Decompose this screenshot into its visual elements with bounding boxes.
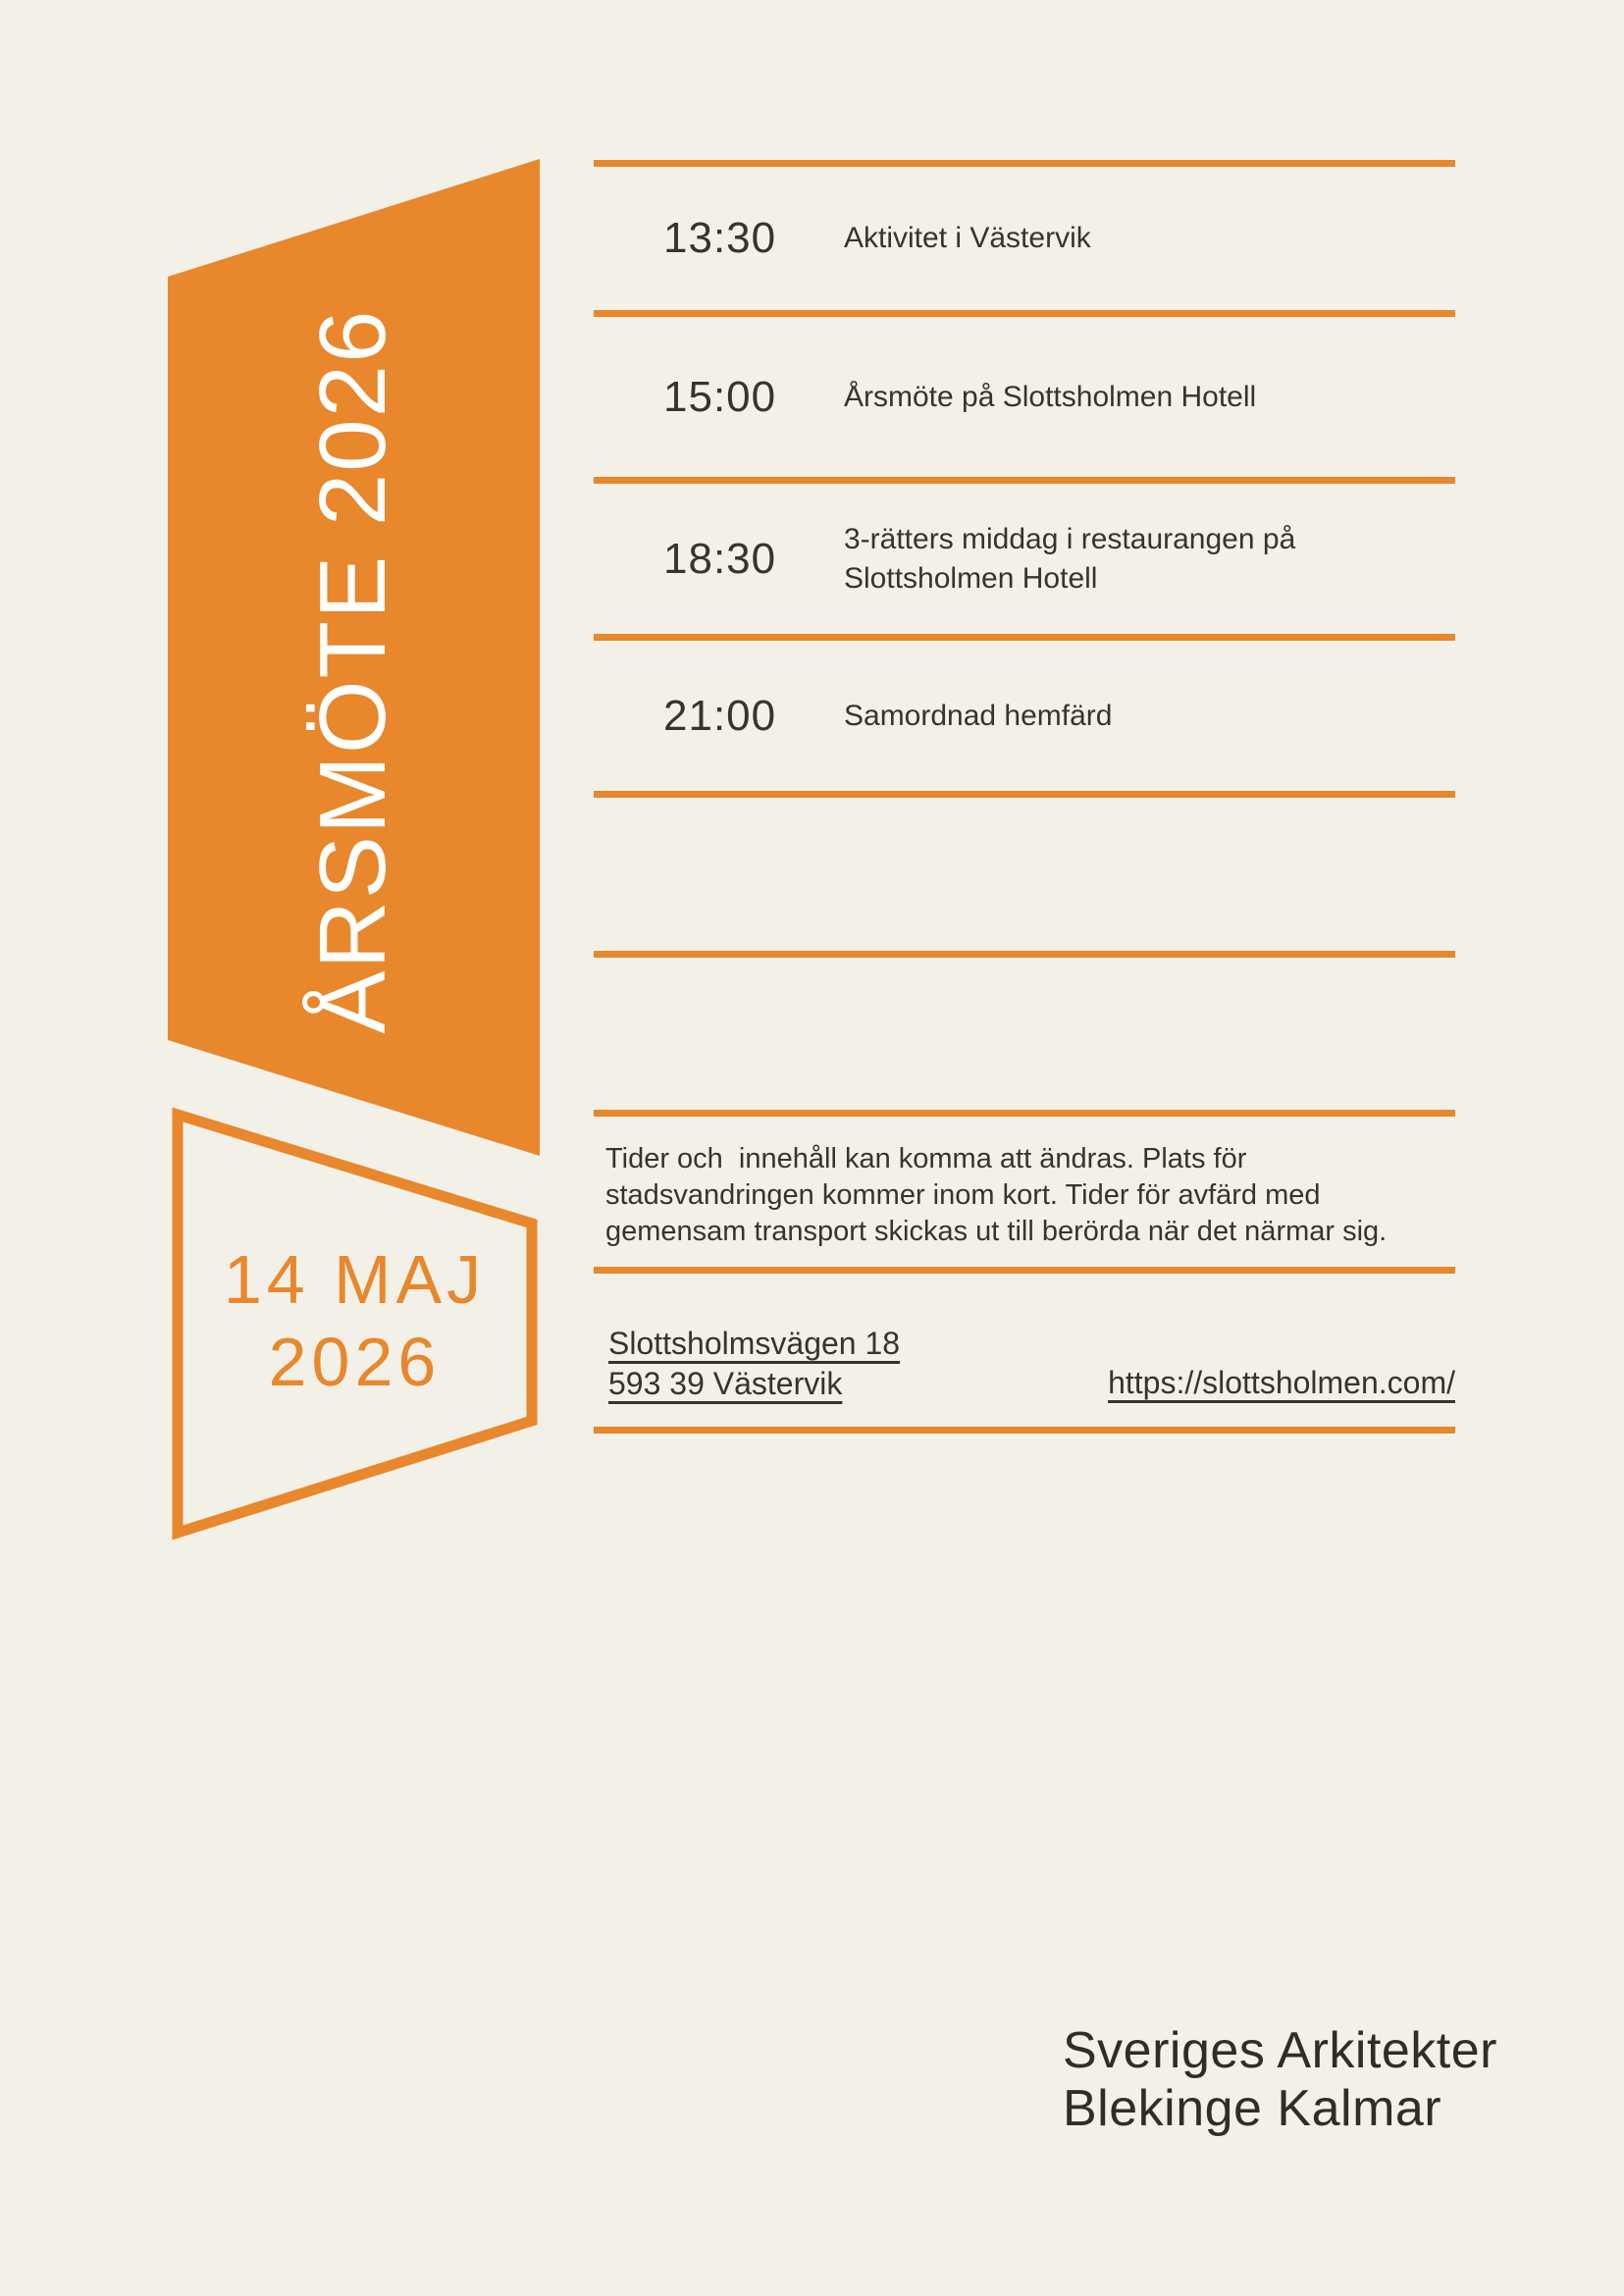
schedule-label: Aktivitet i Västervik <box>844 222 1091 254</box>
schedule-row <box>594 317 1455 477</box>
schedule-label: Samordnad hemfärd <box>844 699 1113 732</box>
schedule-row <box>594 641 1455 791</box>
divider-line <box>594 791 1455 798</box>
note-line: Tider och innehåll kan komma att ändras. Plats för <box>605 1143 1247 1174</box>
website-link[interactable]: https://slottsholmen.com/ <box>1108 1365 1455 1400</box>
org-logo <box>1063 2022 1497 2138</box>
address-block <box>608 1324 900 1404</box>
website-block <box>1108 1365 1455 1401</box>
divider-line <box>594 1267 1455 1274</box>
schedule-time: 18:30 <box>663 534 777 583</box>
address-link-city[interactable]: 593 39 Västervik <box>608 1366 843 1401</box>
divider-line <box>594 1110 1455 1117</box>
org-name-line-1: Sveriges Arkitekter <box>1063 2022 1497 2079</box>
divider-line <box>594 160 1455 167</box>
address-link-street[interactable]: Slottsholmsvägen 18 <box>608 1326 901 1361</box>
schedule-row <box>594 484 1455 634</box>
org-name-line-2: Blekinge Kalmar <box>1063 2080 1442 2137</box>
note-text <box>605 1141 1387 1250</box>
date-line-1: 14 MAJ <box>223 1241 487 1318</box>
divider-line <box>594 951 1455 958</box>
note-line: stadsvandringen kommer inom kort. Tider för avfärd med <box>605 1179 1321 1211</box>
divider-line <box>594 1427 1455 1434</box>
schedule-time: 21:00 <box>663 691 777 740</box>
banner-title: ÅRSMÖTE 2026 <box>300 308 405 1034</box>
note-line: gemensam transport skickas ut till berörda när det närmar sig. <box>605 1216 1388 1247</box>
divider-line <box>594 634 1455 641</box>
divider-line <box>594 477 1455 484</box>
divider-line <box>594 310 1455 317</box>
schedule-row <box>594 167 1455 310</box>
date-line-2: 2026 <box>268 1324 442 1400</box>
schedule-time: 13:30 <box>663 214 777 262</box>
schedule-time: 15:00 <box>663 372 777 421</box>
date-badge <box>173 1238 537 1403</box>
schedule-label: 3-rätters middag i restaurangen på Slottsholmen Hotell <box>844 522 1296 595</box>
schedule-label: Årsmöte på Slottsholmen Hotell <box>844 380 1257 413</box>
